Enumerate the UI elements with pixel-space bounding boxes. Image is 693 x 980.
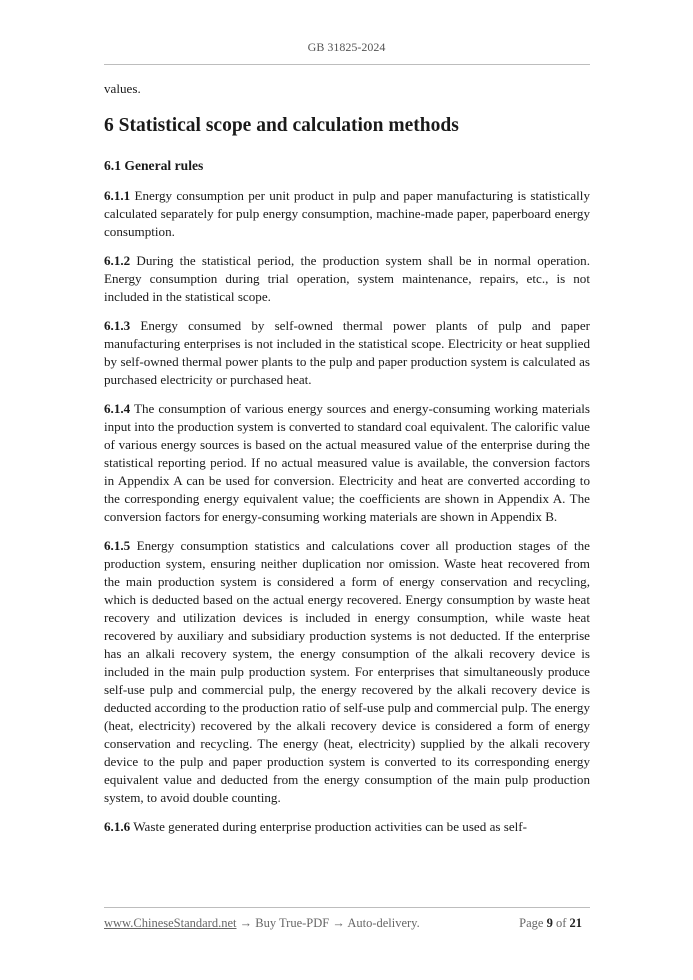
- clause-number: 6.1.3: [104, 318, 131, 333]
- clause-number: 6.1.5: [104, 538, 131, 553]
- clause-6-1-6: [104, 818, 590, 836]
- clause-number: 6.1.2: [104, 253, 131, 268]
- clause-6-1-4: [104, 400, 590, 526]
- of-label: of: [552, 916, 570, 930]
- page-label: Page: [519, 916, 547, 930]
- page-header: GB 31825-2024: [307, 40, 386, 54]
- header-divider: [104, 64, 590, 65]
- current-page: 9: [546, 916, 553, 930]
- clause-6-1-5: [104, 537, 590, 807]
- subsection-title: 6.1 General rules: [104, 158, 204, 173]
- total-pages: 21: [569, 916, 582, 930]
- clause-text: Energy consumed by self-owned thermal power plants of pulp and paper manufacturing enterprises is not included in the statistical scope. Electricity or heat supplied by self-owned thermal power plants to the pulp and paper production system is calculated as purchased electricity or purchased heat.: [104, 318, 590, 387]
- auto-delivery-text: Auto-delivery.: [347, 916, 420, 930]
- page-number: [519, 916, 582, 931]
- footer-links: [104, 916, 420, 931]
- continued-text: values.: [104, 81, 141, 96]
- clause-number: 6.1.4: [104, 401, 131, 416]
- buy-pdf-link[interactable]: Buy True-PDF: [255, 916, 330, 930]
- footer-divider: [104, 907, 590, 908]
- clause-text: Waste generated during enterprise production activities can be used as self-: [130, 819, 528, 834]
- page-content: [104, 80, 590, 847]
- clause-text: Energy consumption statistics and calculations cover all production stages of the production system, ensuring neither duplication nor omission. Waste heat recovered from the main production system is considered a form of energy conservation and recycling, which is deducted based on the actual energy recovered. Energy consumption by waste heat recovery and utilization devices is included in energy consumption, while waste heat recovered by auxiliary and subsidiary production systems is not deducted. If the enterprise has an alkali recovery system, the energy consumption of the alkali recovery device is included in the main pulp production system. For enterprises that simultaneously produce self-use pulp and commercial pulp, the energy recovered by the alkali recovery device is deducted according to the production ratio of self-use pulp and commercial pulp. The energy (heat, electricity) recovered by the alkali recovery device is considered a form of energy conservation and recycling. The energy (heat, electricity) supplied by the alkali recovery device to the pulp and paper production system is converted to its corresponding energy equivalent value and deducted from the energy consumption of the main pulp production system, to avoid double counting.: [104, 538, 591, 805]
- site-link[interactable]: www.ChineseStandard.net: [104, 916, 237, 930]
- clause-text: The consumption of various energy sources and energy-consuming working materials input into the production system is converted to standard coal equivalent. The calorific value of various energy sources is based on the actual measured value of the enterprise during the statistical reporting period. If no actual measured value is available, the conversion factors in Appendix A can be used for conversion. Electricity and heat are converted according to the corresponding energy equivalent value; the coefficients are shown in Appendix A. The conversion factors for energy-consuming working materials are shown in Appendix B.: [104, 401, 590, 524]
- clause-6-1-1: [104, 187, 590, 241]
- clause-text: During the statistical period, the production system shall be in normal operation. Energy consumption during trial operation, system maintenance, repairs, etc., is not included in the statistical scope.: [104, 253, 590, 304]
- clause-number: 6.1.1: [104, 188, 131, 203]
- section-title: 6 Statistical scope and calculation methods: [104, 115, 459, 136]
- clause-text: Energy consumption per unit product in pulp and paper manufacturing is statistically calculated separately for pulp energy consumption, machine-made paper, paperboard energy consumption.: [104, 188, 590, 239]
- clause-6-1-2: [104, 252, 590, 306]
- arrow-icon: →: [236, 916, 256, 930]
- clause-number: 6.1.6: [104, 819, 131, 834]
- clause-6-1-3: [104, 317, 590, 389]
- arrow-icon: →: [329, 916, 348, 930]
